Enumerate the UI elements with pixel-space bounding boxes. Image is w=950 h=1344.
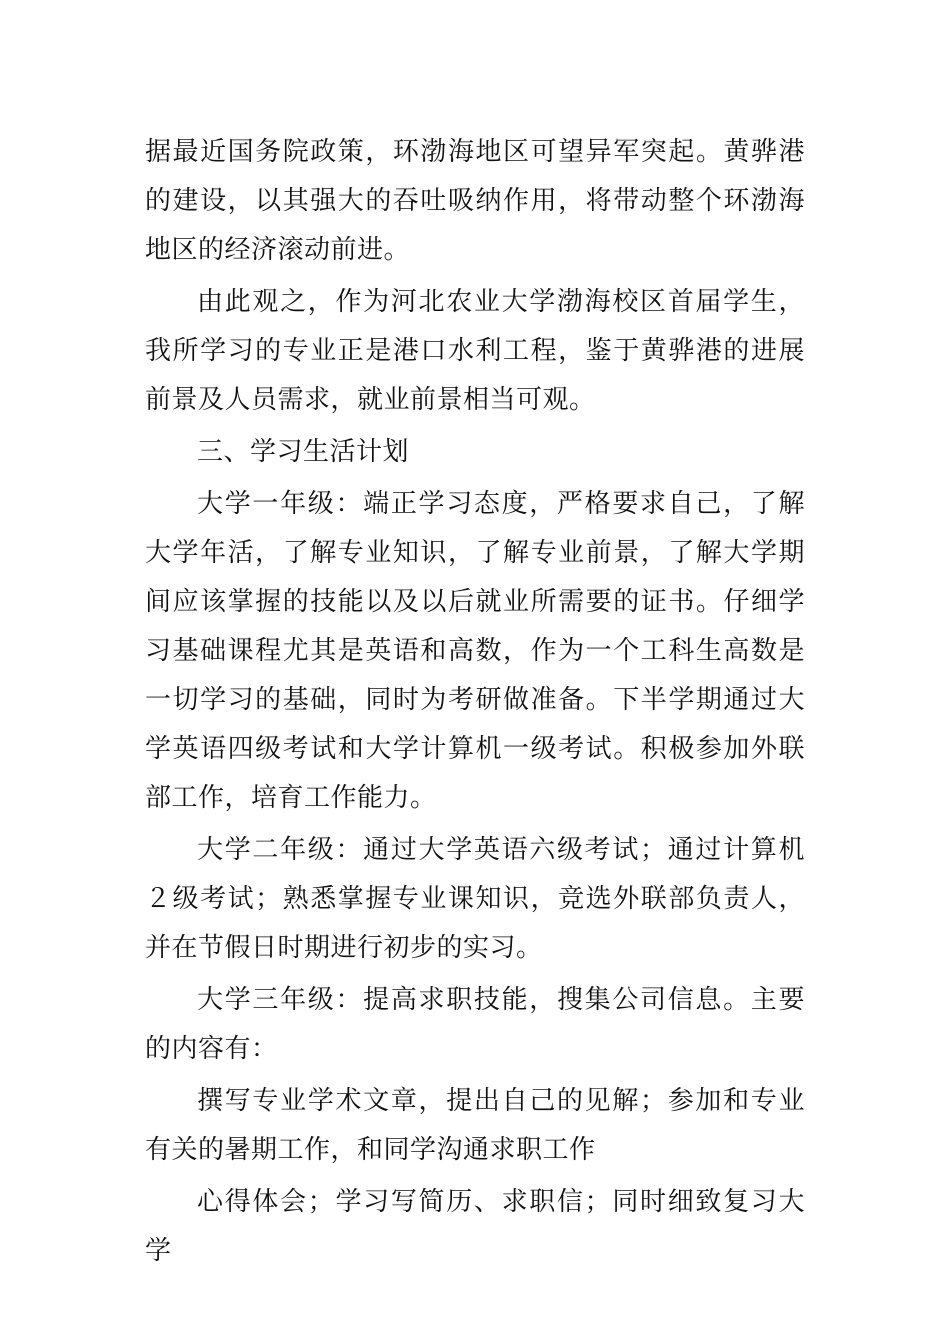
paragraph-experience: 心得体会；学习写简历、求职信；同时细致复习大学	[145, 1187, 805, 1266]
paragraph-year-three: 大学三年级：提高求职技能，搜集公司信息。主要的内容有：	[145, 985, 805, 1064]
document-body	[145, 128, 805, 1279]
paragraph-academic-writing: 撰写专业学术文章，提出自己的见解；参加和专业有关的暑期工作，和同学沟通求职工作	[145, 1086, 805, 1165]
paragraph-year-one: 大学一年级：端正学习态度，严格要求自己，了解大学年活，了解专业知识，了解专业前景，了解大学期间应该掌握的技能以及以后就业所需要的证书。仔细学习基础课程尤其是英语和高数，作为一个工科生高数是一切学习的基础，同时为考研做准备。下半学期通过大学英语四级考试和大学计算机一级考试。积极参加外联部工作，培育工作能力。	[145, 489, 805, 813]
paragraph-policy: 据最近国务院政策，环渤海地区可望异军突起。黄骅港的建设，以其强大的吞吐吸纳作用，将带动整个环渤海地区的经济滚动前进。	[145, 137, 805, 265]
paragraph-year-two: 大学二年级：通过大学英语六级考试；通过计算机２级考试；熟悉掌握专业课知识，竞选外联部负责人，并在节假日时期进行初步的实习。	[145, 835, 805, 963]
section-heading-study-plan: 三、学习生活计划	[197, 437, 410, 467]
paragraph-prospects: 由此观之，作为河北农业大学渤海校区首届学生，我所学习的专业正是港口水利工程，鉴于黄骅港的进展前景及人员需求，就业前景相当可观。	[145, 287, 805, 415]
